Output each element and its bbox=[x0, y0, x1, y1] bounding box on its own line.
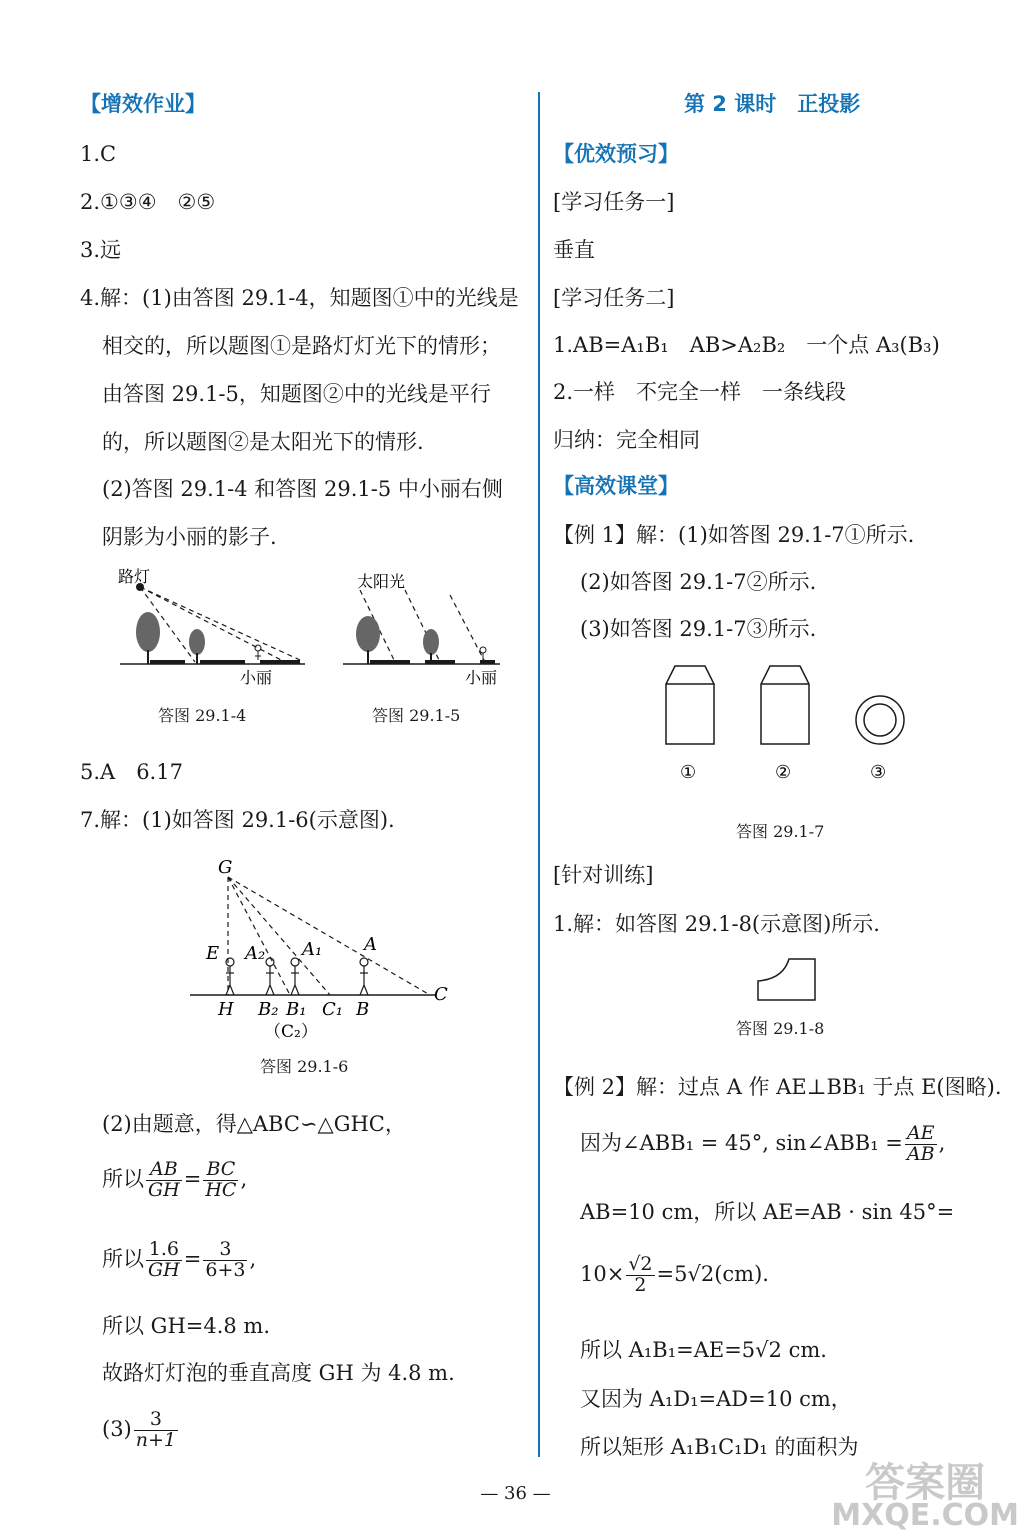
figure-29-1-4 bbox=[100, 560, 320, 685]
watermark-top: 答案圈 bbox=[865, 1459, 986, 1506]
label-C1: C₁ bbox=[322, 999, 343, 1020]
label-B1: B₁ bbox=[286, 999, 307, 1020]
fig7-label-1: ① bbox=[680, 762, 697, 783]
frac-num: BC bbox=[203, 1160, 238, 1181]
answer-4-line6: 阴影为小丽的影子. bbox=[102, 525, 277, 549]
section-title-gaoxiao: 【高效课堂】 bbox=[553, 474, 679, 498]
caption-29-1-8: 答图 29.1-8 bbox=[736, 1019, 825, 1038]
answer-5-6: 5.A 6.17 bbox=[80, 760, 183, 784]
task-2-answer-1: 1.AB=A₁B₁ AB>A₂B₂ 一个点 A₃(B₃) bbox=[553, 333, 940, 357]
fraction-sqrt2-2 bbox=[626, 1255, 654, 1296]
answer-4-line5: (2)答图 29.1-4 和答图 29.1-5 中小丽右侧 bbox=[102, 477, 503, 501]
fraction-3-9 bbox=[203, 1240, 247, 1281]
fraction-16-gh bbox=[146, 1240, 182, 1281]
figure-29-1-5 bbox=[335, 560, 515, 685]
task-1: [学习任务一] bbox=[553, 190, 675, 214]
caption-29-1-6: 答图 29.1-6 bbox=[260, 1057, 349, 1076]
equation-1: 所以 $\frac{AB}{GH}$ = $\frac{BC}{HC}$ , bbox=[102, 1158, 248, 1201]
label-G: G bbox=[218, 857, 233, 878]
fraction-3-n1 bbox=[134, 1410, 178, 1451]
frac-num: √2 bbox=[628, 1253, 653, 1275]
so-text-1: 所以 bbox=[102, 1166, 144, 1191]
example-2-line5: 又因为 A₁D₁=AD=10 cm， bbox=[580, 1387, 852, 1411]
frac-den: 2 bbox=[634, 1273, 647, 1296]
training-title: [针对训练] bbox=[553, 863, 654, 887]
frac-num: 3 bbox=[134, 1410, 178, 1431]
training-answer-1: 1.解：如答图 29.1-8(示意图)所示. bbox=[553, 912, 880, 936]
label-A2: A₂ bbox=[245, 943, 266, 964]
frac-num: 3 bbox=[203, 1240, 247, 1261]
column-divider bbox=[538, 92, 540, 1457]
example-2-line1: 因为∠ABB₁ = 45°, sin∠ABB₁ = $\frac{AE}{AB}$ , bbox=[580, 1122, 946, 1165]
answer-4-line4: 的，所以题图②是太阳光下的情形. bbox=[102, 430, 424, 454]
summary: 归纳：完全相同 bbox=[553, 428, 700, 452]
section-title-zengxiao: 【增效作业】 bbox=[80, 92, 206, 116]
answer-4-line2: 相交的，所以题图①是路灯灯光下的情形； bbox=[102, 334, 501, 358]
part3-label: (3) bbox=[102, 1416, 132, 1441]
label-A1: A₁ bbox=[302, 939, 323, 960]
girl-label-5: 小丽 bbox=[465, 668, 498, 687]
frac-den: AB bbox=[906, 1142, 935, 1165]
answer-1: 1.C bbox=[80, 142, 117, 166]
figure-29-1-8 bbox=[755, 955, 825, 1005]
label-B: B bbox=[356, 999, 370, 1020]
caption-29-1-7: 答图 29.1-7 bbox=[736, 822, 825, 841]
example-2: 【例 2】解：过点 A 作 AE⊥BB₁ 于点 E(图略). bbox=[553, 1075, 1002, 1099]
task-2-answer-2: 2.一样 不完全一样 一条线段 bbox=[553, 380, 847, 404]
task-2: [学习任务二] bbox=[553, 286, 675, 310]
frac-den: 6+3 bbox=[205, 1258, 246, 1281]
ex2-text-1: 因为∠ABB₁ = 45°, sin∠ABB₁ = bbox=[580, 1130, 903, 1155]
watermark-bottom: MXQE.COM bbox=[831, 1497, 1019, 1533]
answer-4-line3: 由答图 29.1-5，知题图②中的光线是平行 bbox=[102, 382, 491, 406]
ex2-text-3a: 10× bbox=[580, 1261, 625, 1286]
frac-den: HC bbox=[205, 1178, 237, 1201]
example-1: 【例 1】解：(1)如答图 29.1-7①所示. bbox=[553, 523, 915, 547]
page-number: — 36 — bbox=[480, 1483, 551, 1504]
label-A: A bbox=[364, 934, 377, 955]
frac-den: GH bbox=[148, 1178, 180, 1201]
frac-den: n+1 bbox=[135, 1428, 176, 1451]
label-H: H bbox=[218, 999, 234, 1020]
girl-label-4: 小丽 bbox=[240, 668, 273, 687]
example-2-line2: AB=10 cm，所以 AE=AB · sin 45°= bbox=[580, 1200, 955, 1224]
answer-7-part3 bbox=[102, 1410, 180, 1451]
lesson-title: 第 2 课时 正投影 bbox=[684, 92, 861, 116]
fraction-bc-hc bbox=[203, 1160, 238, 1201]
label-B2: B₂ bbox=[258, 999, 279, 1020]
caption-29-1-4: 答图 29.1-4 bbox=[158, 706, 247, 725]
conclusion: 故路灯灯泡的垂直高度 GH 为 4.8 m. bbox=[102, 1361, 455, 1385]
ex2-text-3b: =5√2(cm). bbox=[656, 1261, 769, 1286]
fraction-ae-ab bbox=[905, 1124, 937, 1165]
answer-3: 3.远 bbox=[80, 238, 122, 262]
answer-2: 2.①③④ ②⑤ bbox=[80, 190, 216, 214]
example-2-line6: 所以矩形 A₁B₁C₁D₁ 的面积为 bbox=[580, 1435, 859, 1459]
example-1-part2: (2)如答图 29.1-7②所示. bbox=[580, 570, 817, 594]
figure-29-1-7 bbox=[660, 660, 920, 790]
label-C2: （C₂） bbox=[264, 1022, 318, 1042]
caption-29-1-5: 答图 29.1-5 bbox=[372, 706, 461, 725]
task-1-answer: 垂直 bbox=[553, 238, 595, 262]
so-text-2: 所以 bbox=[102, 1246, 144, 1271]
example-2-line3 bbox=[580, 1255, 769, 1296]
section-title-youxiao: 【优效预习】 bbox=[553, 142, 679, 166]
example-2-line4: 所以 A₁B₁=AE=5√2 cm. bbox=[580, 1338, 827, 1362]
answer-7-part1: 7.解：(1)如答图 29.1-6(示意图). bbox=[80, 808, 395, 832]
frac-num: AB bbox=[146, 1160, 182, 1181]
fig7-label-2: ② bbox=[775, 762, 792, 783]
watermark bbox=[831, 1459, 1019, 1533]
result-gh: 所以 GH=4.8 m. bbox=[102, 1314, 271, 1338]
frac-num: AE bbox=[905, 1124, 937, 1145]
sun-label: 太阳光 bbox=[357, 572, 406, 591]
lamp-label: 路灯 bbox=[118, 567, 151, 586]
frac-num: 1.6 bbox=[146, 1240, 182, 1261]
equation-2: 所以 $\frac{1.6}{GH}$ = $\frac{3}{6+3}$ , bbox=[102, 1238, 257, 1281]
example-1-part3: (3)如答图 29.1-7③所示. bbox=[580, 617, 817, 641]
answer-7-part2: (2)由题意，得△ABC∽△GHC， bbox=[102, 1112, 406, 1136]
label-C: C bbox=[434, 984, 448, 1005]
label-E: E bbox=[206, 943, 220, 964]
frac-den: GH bbox=[148, 1258, 180, 1281]
fraction-ab-gh bbox=[146, 1160, 182, 1201]
fig7-label-3: ③ bbox=[870, 762, 887, 783]
figure-29-1-6 bbox=[190, 855, 460, 1045]
answer-4-line1: 4.解：(1)由答图 29.1-4，知题图①中的光线是 bbox=[80, 286, 519, 310]
